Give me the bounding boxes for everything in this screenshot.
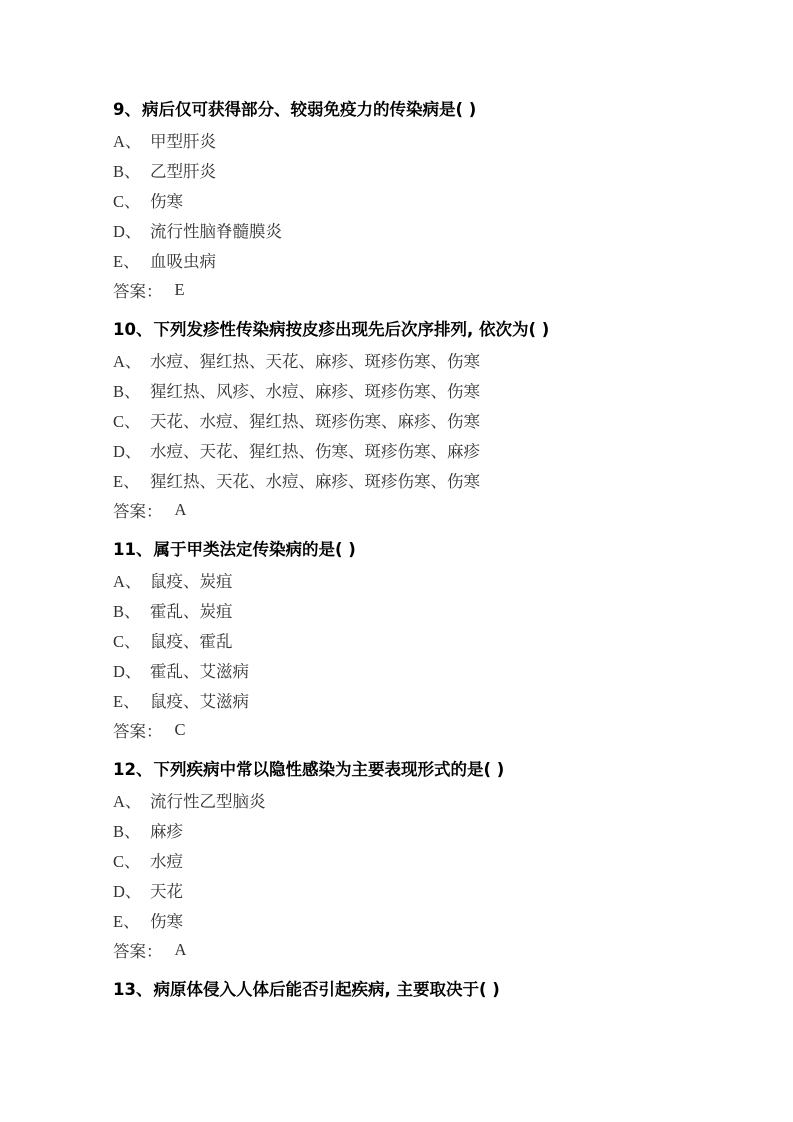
question-number: 10、 xyxy=(113,320,153,339)
option-text: 血吸虫病 xyxy=(150,252,216,271)
option-row xyxy=(113,815,743,845)
option-row xyxy=(113,595,743,625)
answer-row xyxy=(113,495,743,525)
answer-row xyxy=(113,935,743,965)
option-text: 鼠疫、炭疽 xyxy=(150,572,233,591)
option-text: 流行性乙型脑炎 xyxy=(150,792,266,811)
option-text: 水痘、猩红热、天花、麻疹、斑疹伤寒、伤寒 xyxy=(150,352,480,371)
question-title-text: 病后仅可获得部分、较弱免疫力的传染病是( ) xyxy=(141,100,477,119)
option-letter: A、 xyxy=(113,572,142,591)
option-letter: C、 xyxy=(113,412,141,431)
question-title xyxy=(113,311,743,345)
answer-label: 答案： xyxy=(113,502,163,521)
option-row xyxy=(113,905,743,935)
option-row xyxy=(113,625,743,655)
question-block xyxy=(113,751,743,965)
option-text: 天花、水痘、猩红热、斑疹伤寒、麻疹、伤寒 xyxy=(150,412,480,431)
option-text: 鼠疫、艾滋病 xyxy=(150,692,249,711)
option-letter: C、 xyxy=(113,192,141,211)
question-number: 11、 xyxy=(113,540,153,559)
answer-value: C xyxy=(174,720,186,739)
answer-label: 答案： xyxy=(113,722,163,741)
question-number: 13、 xyxy=(113,980,153,999)
option-letter: A、 xyxy=(113,132,142,151)
option-letter: D、 xyxy=(113,662,142,681)
option-row xyxy=(113,875,743,905)
option-text: 乙型肝炎 xyxy=(150,162,216,181)
option-row xyxy=(113,245,743,275)
option-text: 猩红热、天花、水痘、麻疹、斑疹伤寒、伤寒 xyxy=(150,472,480,491)
question-title-text: 病原体侵入人体后能否引起疾病, 主要取决于( ) xyxy=(153,980,500,999)
option-row xyxy=(113,215,743,245)
question-title xyxy=(113,531,743,565)
question-title xyxy=(113,971,743,1005)
option-letter: B、 xyxy=(113,382,141,401)
option-text: 霍乱、艾滋病 xyxy=(150,662,249,681)
option-letter: A、 xyxy=(113,792,142,811)
option-row xyxy=(113,185,743,215)
question-number: 9、 xyxy=(113,100,141,119)
option-letter: C、 xyxy=(113,852,141,871)
question-block xyxy=(113,531,743,745)
option-row xyxy=(113,375,743,405)
option-row xyxy=(113,845,743,875)
option-letter: C、 xyxy=(113,632,141,651)
option-text: 麻疹 xyxy=(150,822,183,841)
option-row xyxy=(113,125,743,155)
question-block xyxy=(113,311,743,525)
option-text: 伤寒 xyxy=(150,192,183,211)
option-letter: D、 xyxy=(113,442,142,461)
option-text: 霍乱、炭疽 xyxy=(150,602,233,621)
option-letter: D、 xyxy=(113,882,142,901)
option-letter: B、 xyxy=(113,162,141,181)
option-letter: D、 xyxy=(113,222,142,241)
question-block xyxy=(113,971,743,1005)
question-number: 12、 xyxy=(113,760,153,779)
question-title-text: 属于甲类法定传染病的是( ) xyxy=(153,540,356,559)
option-text: 流行性脑脊髓膜炎 xyxy=(150,222,282,241)
option-letter: A、 xyxy=(113,352,142,371)
option-letter: E、 xyxy=(113,692,140,711)
option-text: 水痘、天花、猩红热、伤寒、斑疹伤寒、麻疹 xyxy=(150,442,480,461)
question-title-text: 下列疾病中常以隐性感染为主要表现形式的是( ) xyxy=(153,760,505,779)
option-text: 天花 xyxy=(150,882,183,901)
option-letter: E、 xyxy=(113,912,140,931)
option-text: 甲型肝炎 xyxy=(150,132,216,151)
question-title xyxy=(113,751,743,785)
option-row xyxy=(113,435,743,465)
answer-value: E xyxy=(174,280,185,299)
question-block xyxy=(113,91,743,305)
option-letter: E、 xyxy=(113,472,140,491)
option-row xyxy=(113,565,743,595)
option-row xyxy=(113,785,743,815)
questions-list xyxy=(113,91,743,1005)
option-text: 鼠疫、霍乱 xyxy=(150,632,233,651)
option-text: 水痘 xyxy=(150,852,183,871)
option-row xyxy=(113,405,743,435)
option-letter: B、 xyxy=(113,822,141,841)
option-letter: B、 xyxy=(113,602,141,621)
option-row xyxy=(113,465,743,495)
question-title xyxy=(113,91,743,125)
question-title-text: 下列发疹性传染病按皮疹出现先后次序排列, 依次为( ) xyxy=(153,320,550,339)
answer-row xyxy=(113,275,743,305)
option-row xyxy=(113,655,743,685)
option-text: 猩红热、风疹、水痘、麻疹、斑疹伤寒、伤寒 xyxy=(150,382,480,401)
option-text: 伤寒 xyxy=(150,912,183,931)
option-row xyxy=(113,345,743,375)
answer-label: 答案： xyxy=(113,282,163,301)
option-letter: E、 xyxy=(113,252,140,271)
option-row xyxy=(113,155,743,185)
option-row xyxy=(113,685,743,715)
answer-label: 答案： xyxy=(113,942,163,961)
answer-row xyxy=(113,715,743,745)
answer-value: A xyxy=(174,500,187,519)
answer-value: A xyxy=(174,940,187,959)
